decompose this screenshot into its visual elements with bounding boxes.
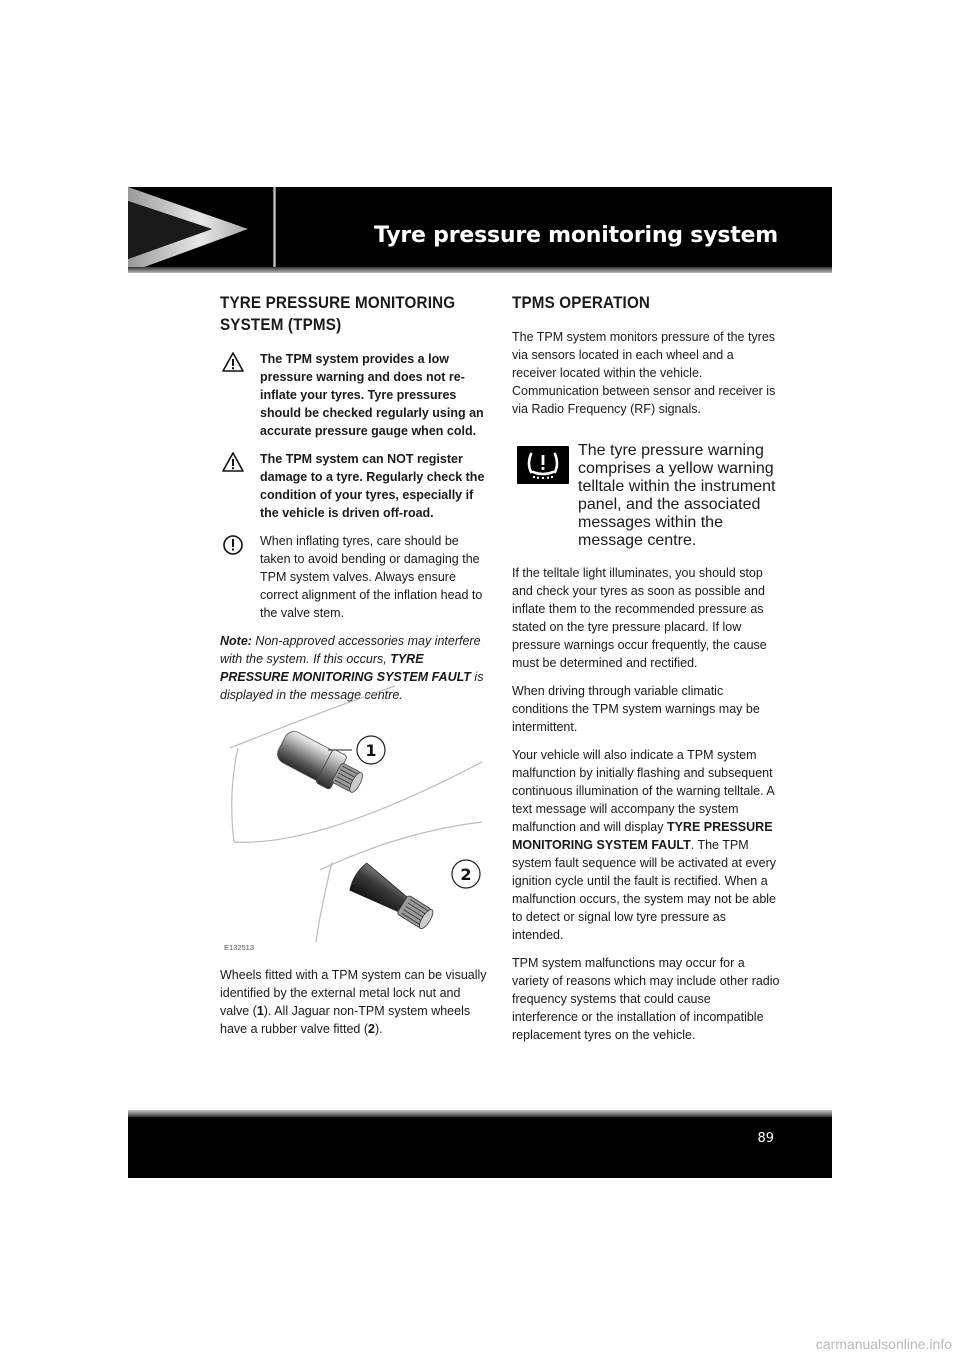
- figure-caption-block: [220, 966, 488, 1048]
- paragraph-malfunction-reasons: TPM system malfunctions may occur for a variety of reasons which may include other radio frequency systems that could cause interference or the installation of incompatible replacement tyres on the vehicle.: [512, 956, 780, 1042]
- callout-1: [357, 736, 385, 764]
- telltale-description: The tyre pressure warning comprises a yellow warning telltale within the instrument panel, and the associated messages within the message centre.: [578, 442, 776, 549]
- warning-block-1: [220, 350, 488, 440]
- watermark: carmanualsonline.info: [815, 1336, 952, 1352]
- svg-text:1: 1: [365, 741, 377, 760]
- page-number: 89: [757, 1131, 774, 1146]
- paragraph-climatic-conditions: When driving through variable climatic conditions the TPM system warnings may be intermittent.: [512, 684, 760, 734]
- page-footer-band: [128, 1110, 832, 1178]
- svg-text:2: 2: [460, 865, 472, 884]
- rubber-valve: [347, 861, 438, 934]
- figure-caption: Wheels fitted with a TPM system can be visually identified by the external metal lock nut and valve (1). All Jaguar non-TPM system wheels have a rubber valve fitted (2).: [220, 968, 487, 1036]
- left-column: [220, 292, 488, 714]
- warning-triangle-icon: [222, 352, 244, 372]
- caution-circle-icon: [222, 534, 244, 556]
- header-divider: [273, 187, 276, 267]
- figure-id: E132513: [224, 943, 255, 952]
- caution-block: [220, 532, 488, 622]
- chevron-logo-icon: [128, 187, 273, 273]
- warning-text-2: The TPM system can NOT register damage to a tyre. Regularly check the condition of your tyres, especially if the vehicle is driven off-road.: [260, 452, 485, 520]
- page-header-band: [128, 187, 832, 273]
- tyre-pressure-warning-icon: [517, 446, 569, 484]
- caution-text: When inflating tyres, care should be taken to avoid bending or damaging the TPM system valves. Always ensure correct alignment of the inflation head to the valve stem.: [260, 534, 483, 620]
- warning-block-2: [220, 450, 488, 522]
- section-heading-tpms: TYRE PRESSURE MONITORING SYSTEM (TPMS): [220, 294, 456, 334]
- note-paragraph: Note: Non-approved accessories may interfere with the system. If this occurs, TYRE PRESSURE MONITORING SYSTEM FAULT is displayed in the message centre.: [220, 634, 484, 702]
- right-column: [512, 292, 780, 1054]
- valve-illustration: [220, 682, 488, 954]
- telltale-block: [512, 442, 780, 554]
- warning-triangle-icon: [222, 452, 244, 472]
- tpm-metal-valve: [273, 726, 369, 801]
- paragraph-malfunction: Your vehicle will also indicate a TPM system malfunction by initially flashing and subsequent continuous illumination of the warning telltale. A text message will accompany the system malfunction and will display TYRE PRESSURE MONITORING SYSTEM FAULT. The TPM system fault sequence will be activated at every ignition cycle until the fault is rectified. When a malfunction occurs, the system may not be able to detect or signal low tyre pressure as intended.: [512, 748, 777, 942]
- paragraph-telltale-illuminates: If the telltale light illuminates, you should stop and check your tyres as soon as possible and inflate them to the recommended pressure as stated on the tyre pressure placard. If low pressure warnings occur frequently, the cause must be determined and rectified.: [512, 566, 767, 670]
- page-title: Tyre pressure monitoring system: [374, 223, 778, 248]
- callout-2: [452, 860, 480, 888]
- intro-paragraph: The TPM system monitors pressure of the tyres via sensors located in each wheel and a receiver located within the vehicle. Communication between sensor and receiver is via Radio Frequency (RF) signals.: [512, 330, 776, 416]
- warning-text-1: The TPM system provides a low pressure warning and does not re-inflate your tyres. Tyre pressures should be checked regularly using an accurate pressure gauge when cold.: [260, 352, 484, 438]
- section-heading-operation: TPMS OPERATION: [512, 294, 651, 312]
